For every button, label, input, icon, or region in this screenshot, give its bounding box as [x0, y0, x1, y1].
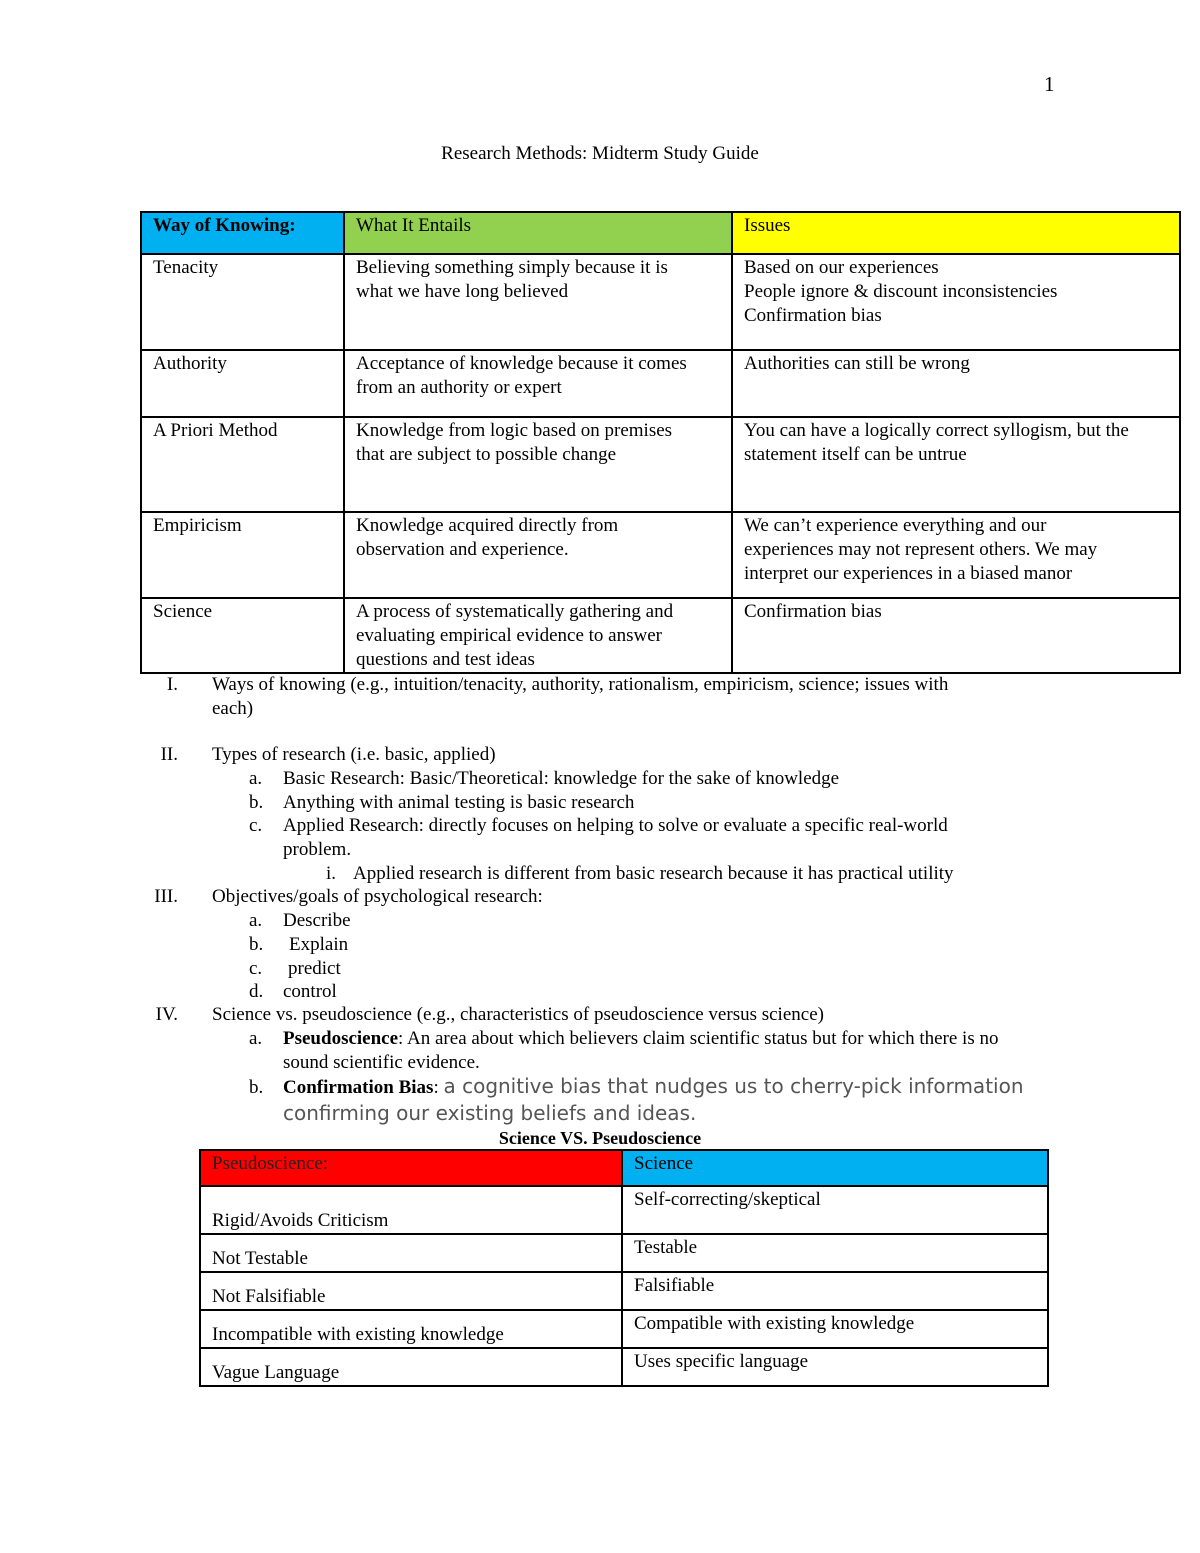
issues-cell: Authorities can still be wrong	[732, 350, 1180, 417]
outline-sub-num: a.	[249, 768, 263, 789]
table-row	[141, 350, 1180, 417]
science-cell: Compatible with existing knowledge	[622, 1310, 1048, 1348]
outline-sub-item: Describe	[283, 910, 351, 931]
table-row	[200, 1234, 1048, 1272]
way-cell: Empiricism	[141, 512, 344, 598]
outline-item-types: Types of research (i.e. basic, applied)	[212, 744, 496, 765]
outline-sub-item: Pseudoscience: An area about which believers claim scientific status but for which there is no	[283, 1028, 999, 1049]
outline-num: IV.	[155, 1004, 178, 1025]
header-issues: Issues	[732, 212, 1180, 254]
page-number: 1	[1044, 72, 1055, 96]
outline-num: III.	[154, 886, 178, 907]
pseudo-table-title: Science VS. Pseudoscience	[498, 1128, 702, 1148]
issues-cell: You can have a logically correct syllogism, but the statement itself can be untrue	[732, 417, 1180, 512]
way-cell: Authority	[141, 350, 344, 417]
entails-cell: Acceptance of knowledge because it comes from an authority or expert	[344, 350, 732, 417]
issues-cell: Confirmation bias	[732, 598, 1180, 673]
header-science: Science	[622, 1150, 1048, 1186]
outline-subsub-num: i.	[326, 863, 337, 884]
outline-sub-item: control	[283, 981, 337, 1002]
issues-cell: Based on our experiences People ignore & discount inconsistencies Confirmation bias	[732, 254, 1180, 350]
table-row	[200, 1310, 1048, 1348]
table-row	[141, 512, 1180, 598]
way-cell: Tenacity	[141, 254, 344, 350]
pseudo-cell: Vague Language	[200, 1348, 622, 1386]
science-cell: Self-correcting/skeptical	[622, 1186, 1048, 1234]
outline-item-science-vs-pseudo: Science vs. pseudoscience (e.g., characteristics of pseudoscience versus science)	[212, 1004, 824, 1025]
table-row	[200, 1272, 1048, 1310]
outline-sub-num: b.	[249, 934, 264, 955]
outline-sub-item-cont: confirming our existing beliefs and ideas.	[283, 1101, 697, 1125]
outline-sub-item: Explain	[289, 934, 349, 955]
outline-sub-num: c.	[249, 958, 263, 979]
table-row	[141, 598, 1180, 673]
outline-sub-num: a.	[249, 1028, 263, 1049]
outline-num: I.	[166, 674, 178, 695]
document-title: Research Methods: Midterm Study Guide	[441, 143, 759, 164]
header-what-it-entails: What It Entails	[344, 212, 732, 254]
science-cell: Testable	[622, 1234, 1048, 1272]
table-row	[200, 1186, 1048, 1234]
outline-sub-item: Basic Research: Basic/Theoretical: knowledge for the sake of knowledge	[283, 768, 840, 789]
science-cell: Falsifiable	[622, 1272, 1048, 1310]
outline-sub-item-cont: sound scientific evidence.	[283, 1052, 480, 1073]
pseudo-cell: Incompatible with existing knowledge	[200, 1310, 622, 1348]
entails-cell: Knowledge from logic based on premises that are subject to possible change	[344, 417, 732, 512]
outline-item-ways: Ways of knowing (e.g., intuition/tenacity, authority, rationalism, empiricism, science; issues with	[212, 674, 949, 695]
ways-of-knowing-table	[140, 211, 1181, 674]
entails-cell: Believing something simply because it is what we have long believed	[344, 254, 732, 350]
pseudo-cell: Not Falsifiable	[200, 1272, 622, 1310]
entails-cell: A process of systematically gathering and evaluating empirical evidence to answer questions and test ideas	[344, 598, 732, 673]
outline-sub-num: a.	[249, 910, 263, 931]
table-row	[200, 1348, 1048, 1386]
header-way-of-knowing: Way of Knowing:	[141, 212, 344, 254]
outline-subsub-item: Applied research is different from basic research because it has practical utility	[353, 863, 954, 884]
outline-sub-item: Applied Research: directly focuses on helping to solve or evaluate a specific real-world	[283, 815, 948, 836]
outline-sub-item: Anything with animal testing is basic research	[283, 792, 635, 813]
science-vs-pseudoscience-table	[199, 1149, 1049, 1387]
pseudo-cell: Rigid/Avoids Criticism	[200, 1186, 622, 1234]
outline-sub-item-cont: problem.	[283, 839, 352, 860]
way-cell: A Priori Method	[141, 417, 344, 512]
outline-sub-num: b.	[249, 792, 264, 813]
outline-item-objectives: Objectives/goals of psychological research:	[212, 886, 543, 907]
outline-sub-num: c.	[249, 815, 263, 836]
outline-sub-num: b.	[249, 1077, 264, 1098]
outline-sub-item: Confirmation Bias: a cognitive bias that nudges us to cherry-pick information	[283, 1074, 1024, 1098]
science-cell: Uses specific language	[622, 1348, 1048, 1386]
outline-item-cont: each)	[212, 698, 254, 719]
entails-cell: Knowledge acquired directly from observation and experience.	[344, 512, 732, 598]
header-pseudoscience: Pseudoscience:	[200, 1150, 622, 1186]
table-row	[141, 417, 1180, 512]
outline-sub-num: d.	[249, 981, 264, 1002]
way-cell: Science	[141, 598, 344, 673]
pseudo-cell: Not Testable	[200, 1234, 622, 1272]
outline-num: II.	[160, 744, 178, 765]
table-row	[141, 254, 1180, 350]
outline-sub-item: predict	[288, 958, 341, 979]
issues-cell: We can’t experience everything and our experiences may not represent others. We may interpret our experiences in a biased manor	[732, 512, 1180, 598]
